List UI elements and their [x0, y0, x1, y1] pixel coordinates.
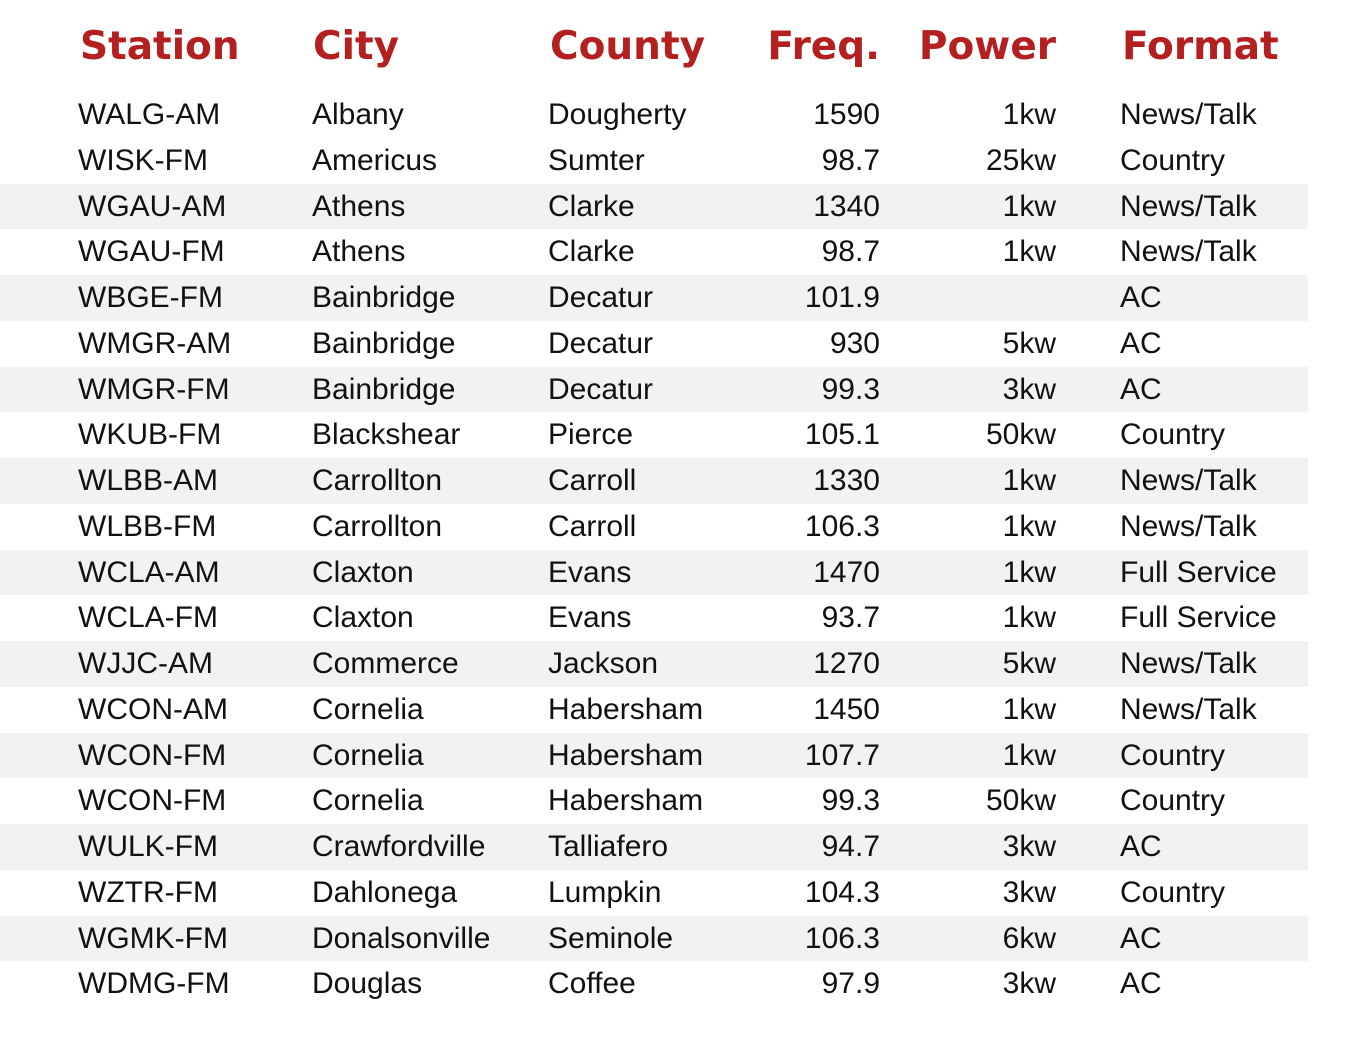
cell-county: Clarke: [548, 235, 635, 269]
cell-station: WMGR-FM: [78, 372, 230, 406]
table-row: [0, 550, 1308, 596]
cell-county: Habersham: [548, 738, 704, 772]
cell-format: AC: [1120, 372, 1162, 406]
cell-station: WCLA-FM: [78, 601, 218, 635]
cell-station: WCLA-AM: [78, 555, 220, 589]
cell-freq: 93.7: [821, 601, 880, 635]
cell-freq: 98.7: [821, 143, 880, 177]
cell-station: WBGE-FM: [78, 281, 223, 314]
table-header-row: [0, 0, 1368, 92]
table-row: [0, 916, 1308, 962]
cell-county: Decatur: [548, 372, 654, 406]
cell-format: News/Talk: [1120, 464, 1257, 497]
cell-format: Country: [1120, 738, 1226, 772]
cell-freq: 1470: [813, 555, 880, 589]
cell-freq: 1450: [813, 692, 880, 726]
cell-city: Blackshear: [312, 418, 461, 452]
cell-city: Donalsonville: [312, 921, 491, 955]
cell-city: Cornelia: [312, 692, 424, 726]
header-city: City: [313, 24, 400, 69]
cell-station: WGMK-FM: [78, 921, 228, 955]
cell-freq: 105.1: [804, 418, 880, 452]
cell-format: AC: [1120, 281, 1162, 314]
cell-county: Decatur: [548, 281, 654, 314]
table-row: [0, 641, 1308, 687]
header-power: Power: [918, 24, 1056, 69]
cell-city: Athens: [312, 189, 406, 223]
cell-city: Athens: [312, 235, 406, 269]
cell-format: Country: [1120, 875, 1226, 909]
table-row: [0, 687, 1308, 733]
cell-city: Cornelia: [312, 784, 424, 818]
cell-station: WZTR-FM: [78, 875, 218, 909]
cell-format: News/Talk: [1120, 509, 1257, 543]
cell-power: 50kw: [985, 784, 1056, 818]
cell-format: News/Talk: [1120, 692, 1257, 726]
cell-station: WDMG-FM: [78, 967, 230, 1001]
cell-county: Evans: [548, 555, 632, 589]
cell-format: Full Service: [1120, 555, 1277, 589]
cell-county: Habersham: [548, 784, 704, 818]
cell-station: WCON-AM: [78, 692, 228, 726]
cell-station: WCON-FM: [78, 738, 227, 772]
cell-format: Country: [1120, 143, 1226, 177]
cell-format: News/Talk: [1120, 98, 1257, 131]
cell-station: WLBB-AM: [78, 464, 219, 497]
cell-format: Country: [1120, 784, 1226, 818]
cell-freq: 104.3: [804, 875, 880, 909]
cell-format: Full Service: [1120, 601, 1277, 635]
cell-format: Country: [1120, 418, 1226, 452]
table-row: [0, 412, 1308, 458]
cell-freq: 107.7: [804, 738, 880, 772]
cell-city: Commerce: [312, 647, 459, 680]
cell-freq: 98.7: [821, 235, 880, 269]
cell-county: Habersham: [548, 692, 704, 726]
cell-city: Carrollton: [312, 509, 443, 543]
table-row: [0, 595, 1308, 641]
cell-power: 5kw: [1002, 326, 1056, 360]
cell-city: Bainbridge: [312, 326, 456, 360]
cell-freq: 1270: [813, 647, 880, 680]
cell-freq: 1590: [813, 98, 880, 131]
cell-freq: 99.3: [821, 372, 880, 406]
cell-city: Bainbridge: [312, 281, 456, 314]
table-row: [0, 275, 1308, 321]
cell-power: 3kw: [1002, 875, 1056, 909]
table-row: [0, 778, 1308, 824]
cell-city: Crawfordville: [312, 830, 486, 863]
cell-format: AC: [1120, 967, 1162, 1001]
cell-power: 1kw: [1002, 235, 1056, 269]
cell-format: AC: [1120, 921, 1162, 955]
table-row: [0, 961, 1308, 1007]
cell-county: Sumter: [548, 143, 645, 177]
cell-format: News/Talk: [1120, 647, 1257, 680]
cell-power: 1kw: [1002, 692, 1056, 726]
cell-power: 1kw: [1002, 98, 1056, 131]
cell-county: Dougherty: [548, 98, 687, 131]
cell-city: Bainbridge: [312, 372, 456, 406]
header-station: Station: [80, 24, 240, 69]
table-row: [0, 92, 1308, 138]
cell-city: Albany: [312, 98, 404, 131]
cell-freq: 930: [829, 326, 880, 360]
cell-power: 1kw: [1002, 555, 1056, 589]
cell-format: News/Talk: [1120, 189, 1257, 223]
cell-power: 6kw: [1002, 921, 1056, 955]
cell-power: 1kw: [1002, 464, 1056, 497]
table-row: [0, 229, 1308, 275]
cell-county: Decatur: [548, 326, 654, 360]
cell-freq: 106.3: [804, 509, 880, 543]
cell-city: Douglas: [312, 967, 423, 1001]
cell-format: AC: [1120, 830, 1162, 863]
table-row: [0, 458, 1308, 504]
table-row: [0, 138, 1308, 184]
cell-city: Americus: [312, 143, 438, 177]
cell-freq: 97.9: [821, 967, 880, 1001]
cell-power: 3kw: [1002, 967, 1056, 1001]
cell-city: Claxton: [312, 601, 414, 635]
cell-power: 50kw: [985, 418, 1056, 452]
cell-power: 1kw: [1002, 189, 1056, 223]
table-row: [0, 321, 1308, 367]
table-body: [0, 92, 1368, 1007]
cell-freq: 101.9: [804, 281, 880, 314]
cell-freq: 106.3: [804, 921, 880, 955]
cell-station: WGAU-FM: [78, 235, 225, 269]
cell-station: WCON-FM: [78, 784, 227, 818]
header-format: Format: [1122, 24, 1279, 69]
cell-format: News/Talk: [1120, 235, 1257, 269]
cell-station: WJJC-AM: [78, 647, 213, 680]
cell-city: Cornelia: [312, 738, 424, 772]
cell-freq: 99.3: [821, 784, 880, 818]
cell-freq: 1340: [813, 189, 880, 223]
cell-county: Clarke: [548, 189, 635, 223]
cell-station: WGAU-AM: [78, 189, 227, 223]
cell-power: 1kw: [1002, 738, 1056, 772]
cell-county: Talliafero: [548, 830, 669, 863]
cell-county: Carroll: [548, 464, 637, 497]
table-row: [0, 824, 1308, 870]
table-row: [0, 733, 1308, 779]
cell-power: 3kw: [1002, 830, 1056, 863]
cell-city: Carrollton: [312, 464, 443, 497]
cell-station: WKUB-FM: [78, 418, 222, 452]
cell-county: Jackson: [548, 647, 659, 680]
cell-station: WULK-FM: [78, 830, 218, 863]
cell-power: 3kw: [1002, 372, 1056, 406]
cell-station: WALG-AM: [78, 98, 221, 131]
table-row: [0, 870, 1308, 916]
cell-county: Pierce: [548, 418, 634, 452]
header-county: County: [550, 24, 706, 69]
cell-county: Coffee: [548, 967, 636, 1001]
cell-power: 5kw: [1002, 647, 1056, 680]
table-row: [0, 184, 1308, 230]
cell-city: Claxton: [312, 555, 414, 589]
table-row: [0, 367, 1308, 413]
cell-county: Seminole: [548, 921, 674, 955]
cell-station: WLBB-FM: [78, 509, 217, 543]
header-freq: Freq.: [767, 24, 880, 69]
cell-power: 1kw: [1002, 601, 1056, 635]
cell-station: WMGR-AM: [78, 326, 232, 360]
cell-freq: 94.7: [821, 830, 880, 863]
cell-power: 25kw: [985, 143, 1056, 177]
cell-power: 1kw: [1002, 509, 1056, 543]
cell-county: Evans: [548, 601, 632, 635]
cell-county: Carroll: [548, 509, 637, 543]
cell-city: Dahlonega: [312, 875, 458, 909]
cell-station: WISK-FM: [78, 143, 208, 177]
cell-freq: 1330: [813, 464, 880, 497]
cell-format: AC: [1120, 326, 1162, 360]
cell-county: Lumpkin: [548, 875, 662, 909]
table-row: [0, 504, 1308, 550]
